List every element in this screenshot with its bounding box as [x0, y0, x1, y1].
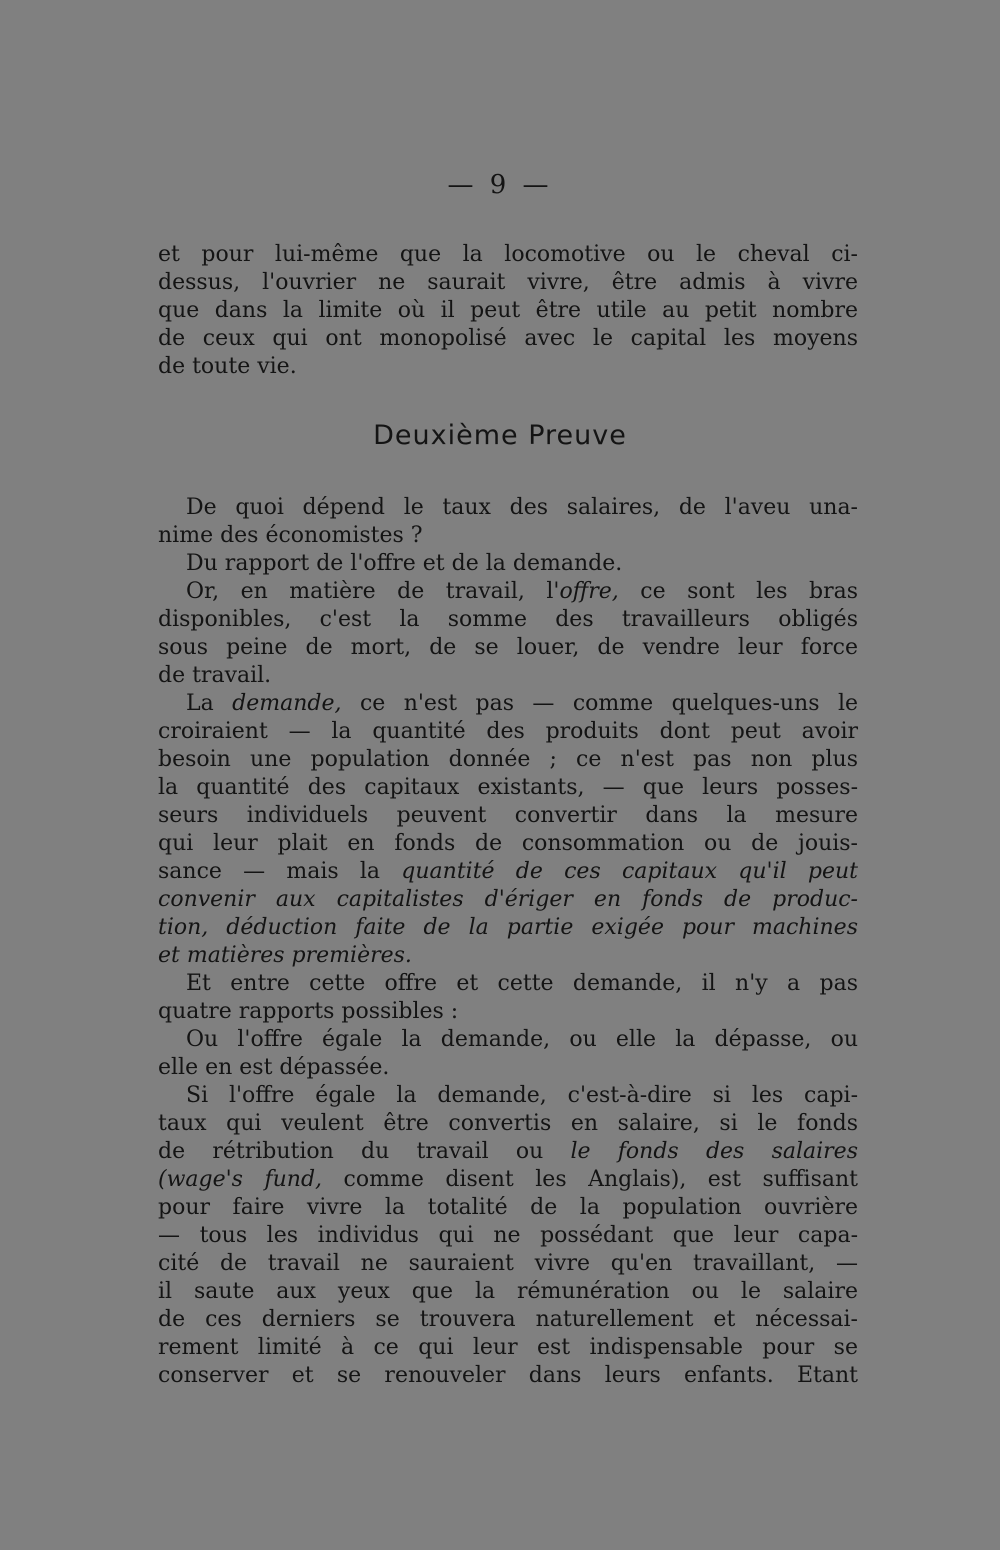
text-line: Or, en matière de travail, l'offre, ce sont les bras — [186, 579, 858, 604]
text-line: il saute aux yeux que la rémunération ou le salaire — [158, 1279, 858, 1304]
text-line: convenir aux capitalistes d'ériger en fonds de produc- — [158, 887, 858, 912]
text-line: Et entre cette offre et cette demande, il n'y a pas — [186, 971, 858, 996]
section-title: Deuxième Preuve — [373, 420, 627, 451]
text-line: croiraient — la quantité des produits dont peut avoir — [158, 719, 858, 744]
text-line: dessus, l'ouvrier ne saurait vivre, être admis à vivre — [158, 270, 858, 295]
text-line: De quoi dépend le taux des salaires, de l'aveu una- — [186, 495, 858, 520]
text-line: et matières premières. — [158, 943, 412, 968]
text-line: sance — mais la quantité de ces capitaux qu'il peut — [158, 859, 858, 884]
page-number: — 9 — — [447, 170, 553, 200]
text-line: La demande, ce n'est pas — comme quelques-uns le — [186, 691, 858, 716]
text-line: — tous les individus qui ne possédant que leur capa- — [158, 1223, 858, 1248]
text-line: la quantité des capitaux existants, — que leurs posses- — [158, 775, 858, 800]
text-line: Si l'offre égale la demande, c'est-à-dire si les capi- — [186, 1083, 858, 1108]
text-line: tion, déduction faite de la partie exigée pour machines — [158, 915, 858, 940]
text-line: quatre rapports possibles : — [158, 999, 459, 1024]
text-line: seurs individuels peuvent convertir dans la mesure — [158, 803, 858, 828]
text-line: que dans la limite où il peut être utile au petit nombre — [158, 298, 858, 323]
text-line: disponibles, c'est la somme des travailleurs obligés — [158, 607, 858, 632]
text-line: rement limité à ce qui leur est indispensable pour se — [158, 1335, 858, 1360]
text-line: taux qui veulent être convertis en salaire, si le fonds — [158, 1111, 858, 1136]
text-line: et pour lui-même que la locomotive ou le cheval ci- — [158, 242, 858, 267]
body-text — [158, 494, 858, 1390]
text-line: sous peine de mort, de se louer, de vendre leur force — [158, 635, 858, 660]
text-line: conserver et se renouveler dans leurs enfants. Etant — [158, 1363, 858, 1388]
text-line: de ces derniers se trouvera naturellement et nécessai- — [158, 1307, 858, 1332]
text-line: de toute vie. — [158, 354, 297, 379]
text-line: de ceux qui ont monopolisé avec le capital les moyens — [158, 326, 858, 351]
text-line: de rétribution du travail ou le fonds des salaires — [158, 1139, 858, 1164]
text-line: nime des économistes ? — [158, 523, 423, 548]
text-line: elle en est dépassée. — [158, 1055, 390, 1080]
text-line: cité de travail ne sauraient vivre qu'en travaillant, — — [158, 1251, 858, 1276]
text-line: besoin une population donnée ; ce n'est pas non plus — [158, 747, 858, 772]
text-line: qui leur plait en fonds de consommation ou de jouis- — [158, 831, 858, 856]
text-line: (wage's fund, comme disent les Anglais), est suffisant — [158, 1167, 858, 1192]
text-line: Ou l'offre égale la demande, ou elle la dépasse, ou — [186, 1027, 858, 1052]
text-line: de travail. — [158, 663, 272, 688]
text-line: pour faire vivre la totalité de la population ouvrière — [158, 1195, 858, 1220]
text-line: Du rapport de l'offre et de la demande. — [186, 551, 623, 576]
intro-paragraph — [158, 241, 858, 381]
